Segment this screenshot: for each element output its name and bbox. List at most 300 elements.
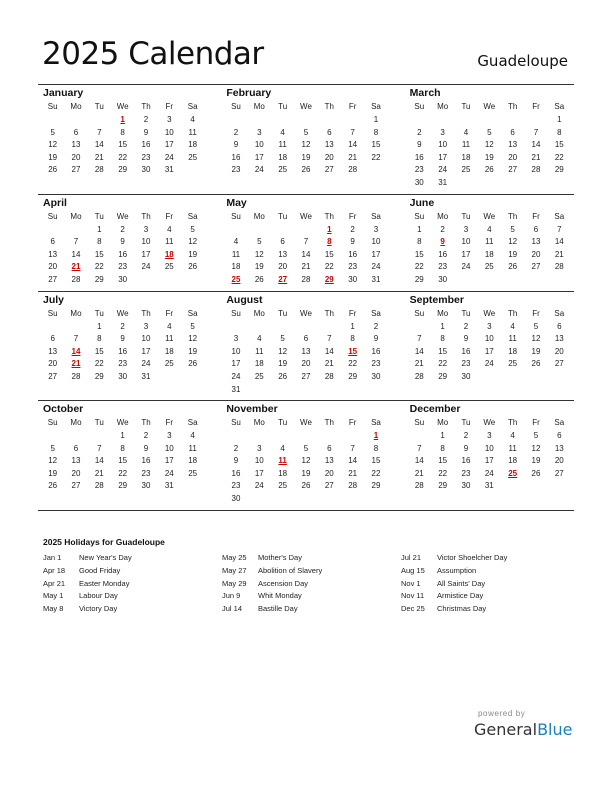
day-cell: 22 bbox=[371, 468, 381, 478]
holiday-name: All Saints' Day bbox=[437, 578, 486, 588]
day-grid bbox=[41, 430, 204, 493]
day-cell: 30 bbox=[461, 371, 471, 381]
day-cell: 4 bbox=[280, 443, 285, 453]
powered-by-text: powered by bbox=[478, 709, 526, 718]
holiday-date: May 8 bbox=[43, 604, 64, 614]
day-cell: 9 bbox=[233, 456, 239, 466]
day-cell: 24 bbox=[254, 165, 264, 175]
month-february bbox=[221, 85, 390, 194]
day-cell: 15 bbox=[118, 140, 128, 150]
weekday-label: Sa bbox=[554, 308, 565, 318]
empty-cell bbox=[224, 224, 247, 237]
month-july bbox=[38, 292, 207, 401]
day-cell: 11 bbox=[165, 334, 174, 344]
day-cell: 27 bbox=[324, 481, 334, 491]
day-cell: 8 bbox=[440, 334, 445, 344]
month-row bbox=[38, 84, 574, 194]
calendar-grid bbox=[38, 84, 574, 511]
empty-cell bbox=[64, 430, 87, 443]
weekday-label: Sa bbox=[554, 102, 565, 111]
day-cell: 24 bbox=[371, 262, 381, 272]
month-name: July bbox=[43, 293, 65, 306]
day-cell: 16 bbox=[231, 152, 241, 162]
day-cell: 13 bbox=[531, 237, 541, 247]
day-cell: 14 bbox=[301, 249, 311, 259]
day-cell: 26 bbox=[278, 371, 288, 381]
day-cell: 22 bbox=[554, 152, 564, 162]
day-cell: 19 bbox=[484, 152, 494, 162]
day-cell: 2 bbox=[463, 431, 469, 441]
holiday-name: Armistice Day bbox=[437, 591, 484, 601]
day-cell: 10 bbox=[141, 237, 151, 247]
day-cell: 30 bbox=[141, 165, 151, 175]
holiday-name: Christmas Day bbox=[437, 604, 487, 614]
weekday-label: Su bbox=[47, 211, 58, 221]
day-cell: 1 bbox=[373, 115, 379, 124]
holiday-item bbox=[401, 590, 507, 603]
weekday-header bbox=[224, 210, 387, 224]
weekday-label: Tu bbox=[278, 102, 288, 111]
day-cell: 15 bbox=[438, 456, 448, 466]
holiday-item bbox=[222, 565, 322, 578]
day-cell: 10 bbox=[141, 334, 151, 344]
day-cell: 5 bbox=[510, 224, 515, 234]
day-cell: 6 bbox=[327, 127, 332, 137]
day-cell: 26 bbox=[301, 165, 311, 175]
day-cell: 28 bbox=[414, 481, 424, 491]
day-cell: 8 bbox=[97, 237, 102, 247]
day-cell: 28 bbox=[71, 371, 81, 381]
day-cell: 12 bbox=[508, 237, 518, 247]
day-cell: 20 bbox=[301, 359, 311, 369]
day-cell: 21 bbox=[348, 468, 358, 478]
holiday-item bbox=[43, 552, 132, 565]
day-cell: 1 bbox=[440, 431, 445, 441]
empty-cell bbox=[41, 114, 64, 127]
day-cell: 27 bbox=[71, 481, 81, 491]
empty-cell bbox=[248, 430, 271, 443]
day-cell: 22 bbox=[438, 468, 448, 478]
day-cell: 16 bbox=[461, 346, 471, 356]
day-cell: 22 bbox=[414, 262, 424, 272]
day-cell: 7 bbox=[533, 127, 539, 137]
empty-cell bbox=[64, 224, 87, 237]
day-cell: 8 bbox=[97, 334, 102, 344]
day-cell: 11 bbox=[508, 443, 517, 453]
day-cell: 6 bbox=[73, 443, 79, 453]
day-cell: 2 bbox=[350, 224, 355, 234]
day-cell: 25 bbox=[278, 481, 288, 491]
weekday-label: Sa bbox=[187, 418, 198, 428]
weekday-label: Mo bbox=[437, 211, 449, 221]
day-cell: 22 bbox=[371, 152, 381, 162]
page-title: 2025 Calendar bbox=[42, 36, 264, 72]
holiday-day: 25 bbox=[508, 468, 518, 478]
month-row bbox=[38, 400, 574, 511]
day-cell: 19 bbox=[531, 456, 541, 466]
holiday-name: Abolition of Slavery bbox=[258, 565, 323, 575]
day-cell: 3 bbox=[373, 224, 379, 234]
holiday-day: 29 bbox=[324, 274, 334, 284]
empty-cell bbox=[271, 224, 294, 237]
day-cell: 23 bbox=[461, 468, 471, 478]
day-cell: 30 bbox=[371, 371, 381, 381]
weekday-label: Th bbox=[141, 308, 151, 318]
day-cell: 14 bbox=[71, 249, 81, 259]
day-cell: 18 bbox=[254, 359, 264, 369]
day-cell: 19 bbox=[301, 152, 311, 162]
weekday-label: Fr bbox=[165, 211, 174, 221]
day-cell: 16 bbox=[141, 140, 151, 150]
day-cell: 21 bbox=[414, 468, 424, 478]
day-cell: 19 bbox=[254, 262, 264, 272]
day-cell: 12 bbox=[531, 334, 541, 344]
day-cell: 12 bbox=[278, 346, 288, 356]
day-grid bbox=[41, 321, 204, 384]
day-cell: 11 bbox=[255, 346, 264, 356]
day-cell: 23 bbox=[438, 262, 448, 272]
weekday-label: Su bbox=[414, 102, 425, 111]
day-cell: 29 bbox=[414, 274, 424, 284]
day-cell: 18 bbox=[461, 152, 471, 162]
day-cell: 12 bbox=[301, 456, 311, 466]
weekday-label: Sa bbox=[554, 211, 565, 221]
weekday-label: Mo bbox=[437, 102, 449, 111]
day-cell: 7 bbox=[417, 334, 422, 344]
holiday-item bbox=[401, 552, 507, 565]
day-cell: 22 bbox=[94, 262, 104, 272]
weekday-label: We bbox=[300, 211, 312, 221]
day-cell: 12 bbox=[254, 249, 264, 259]
day-cell: 25 bbox=[484, 262, 494, 272]
day-cell: 11 bbox=[485, 237, 494, 247]
day-cell: 21 bbox=[324, 359, 334, 369]
month-name: February bbox=[226, 87, 272, 99]
day-cell: 28 bbox=[414, 371, 424, 381]
empty-cell bbox=[224, 114, 247, 127]
day-cell: 20 bbox=[324, 152, 334, 162]
empty-cell bbox=[294, 321, 317, 334]
day-cell: 2 bbox=[120, 224, 125, 234]
month-august bbox=[221, 292, 390, 401]
day-cell: 14 bbox=[94, 456, 104, 466]
day-cell: 10 bbox=[484, 443, 494, 453]
day-cell: 8 bbox=[373, 127, 379, 137]
weekday-label: We bbox=[116, 102, 129, 111]
empty-cell bbox=[318, 321, 341, 334]
day-grid bbox=[224, 114, 387, 177]
day-cell: 2 bbox=[120, 321, 125, 331]
day-cell: 20 bbox=[324, 468, 334, 478]
day-cell: 12 bbox=[48, 456, 58, 466]
weekday-label: Tu bbox=[278, 211, 288, 221]
weekday-label: Su bbox=[414, 418, 425, 428]
day-cell: 27 bbox=[48, 274, 58, 284]
day-cell: 26 bbox=[48, 165, 58, 175]
weekday-label: Mo bbox=[253, 418, 265, 428]
day-cell: 29 bbox=[371, 481, 381, 491]
weekday-header bbox=[408, 416, 571, 430]
empty-cell bbox=[248, 224, 271, 237]
weekday-label: Th bbox=[507, 308, 518, 318]
day-cell: 7 bbox=[417, 443, 422, 453]
day-cell: 25 bbox=[508, 359, 518, 369]
day-cell: 16 bbox=[118, 346, 128, 356]
empty-cell bbox=[431, 114, 454, 127]
month-december bbox=[405, 401, 574, 510]
day-cell: 6 bbox=[50, 334, 55, 344]
weekday-label: Th bbox=[324, 211, 334, 221]
day-cell: 12 bbox=[48, 140, 58, 150]
day-cell: 2 bbox=[373, 321, 379, 331]
day-cell: 14 bbox=[324, 346, 334, 356]
month-november bbox=[221, 401, 390, 510]
day-cell: 28 bbox=[348, 165, 358, 175]
holiday-date: Aug 15 bbox=[401, 565, 425, 575]
empty-cell bbox=[454, 114, 477, 127]
day-cell: 30 bbox=[414, 177, 424, 187]
empty-cell bbox=[64, 321, 87, 334]
day-cell: 10 bbox=[438, 140, 448, 150]
month-name: November bbox=[226, 403, 278, 416]
day-cell: 23 bbox=[231, 481, 241, 491]
brand-general: General bbox=[474, 720, 538, 739]
day-cell: 14 bbox=[348, 140, 358, 150]
weekday-label: Mo bbox=[70, 211, 82, 221]
day-cell: 20 bbox=[48, 359, 58, 369]
holiday-date: Apr 21 bbox=[43, 578, 66, 588]
month-september bbox=[405, 292, 574, 401]
day-cell: 2 bbox=[440, 224, 445, 234]
holiday-day: 11 bbox=[278, 456, 287, 466]
day-cell: 21 bbox=[414, 359, 424, 369]
day-cell: 7 bbox=[303, 237, 309, 247]
holiday-name: New Year's Day bbox=[79, 553, 132, 562]
day-cell: 16 bbox=[461, 456, 471, 466]
weekday-label: Sa bbox=[371, 211, 381, 221]
empty-cell bbox=[271, 430, 294, 443]
empty-cell bbox=[501, 114, 524, 127]
day-cell: 6 bbox=[50, 237, 55, 247]
weekday-header bbox=[224, 416, 387, 430]
day-cell: 30 bbox=[141, 481, 151, 491]
month-row bbox=[38, 291, 574, 401]
empty-cell bbox=[524, 114, 547, 127]
holiday-name: Easter Monday bbox=[79, 578, 130, 588]
day-cell: 12 bbox=[188, 334, 198, 344]
day-cell: 2 bbox=[417, 127, 422, 137]
day-cell: 24 bbox=[141, 359, 151, 369]
day-cell: 13 bbox=[48, 249, 58, 259]
day-cell: 5 bbox=[533, 321, 539, 331]
day-cell: 5 bbox=[303, 443, 309, 453]
weekday-header bbox=[41, 416, 204, 430]
day-cell: 19 bbox=[531, 346, 541, 356]
weekday-header bbox=[41, 307, 204, 321]
day-cell: 4 bbox=[463, 127, 469, 137]
day-cell: 18 bbox=[164, 346, 174, 356]
generalblue-logo bbox=[474, 720, 572, 739]
empty-cell bbox=[224, 430, 247, 443]
day-cell: 14 bbox=[414, 456, 424, 466]
day-cell: 15 bbox=[94, 346, 104, 356]
day-cell: 11 bbox=[188, 443, 197, 453]
day-cell: 5 bbox=[257, 237, 262, 247]
weekday-label: Tu bbox=[278, 308, 288, 318]
day-cell: 26 bbox=[531, 468, 541, 478]
day-cell: 31 bbox=[141, 371, 151, 381]
day-cell: 17 bbox=[141, 346, 151, 356]
day-cell: 12 bbox=[301, 140, 311, 150]
day-cell: 21 bbox=[94, 152, 104, 162]
holiday-name: Victor Shoelcher Day bbox=[437, 553, 508, 562]
day-cell: 7 bbox=[350, 443, 355, 453]
day-cell: 21 bbox=[554, 249, 564, 259]
day-cell: 16 bbox=[231, 468, 241, 478]
day-cell: 14 bbox=[414, 346, 424, 356]
holiday-item bbox=[222, 590, 322, 603]
day-cell: 26 bbox=[531, 359, 541, 369]
day-cell: 26 bbox=[484, 165, 494, 175]
month-january bbox=[38, 85, 207, 194]
day-cell: 21 bbox=[348, 152, 358, 162]
weekday-header bbox=[224, 100, 387, 114]
day-cell: 12 bbox=[531, 443, 541, 453]
holiday-item bbox=[43, 603, 132, 616]
month-name: October bbox=[43, 403, 84, 416]
day-cell: 18 bbox=[188, 140, 198, 150]
holiday-name: Assumption bbox=[437, 565, 477, 575]
day-cell: 7 bbox=[327, 334, 332, 344]
day-cell: 15 bbox=[554, 140, 564, 150]
weekday-label: Tu bbox=[461, 418, 471, 428]
day-cell: 4 bbox=[487, 224, 492, 234]
weekday-label: Mo bbox=[70, 102, 82, 111]
day-cell: 26 bbox=[48, 481, 58, 491]
month-name: August bbox=[226, 293, 263, 306]
empty-cell bbox=[478, 114, 501, 127]
empty-cell bbox=[41, 224, 64, 237]
day-cell: 4 bbox=[190, 431, 195, 441]
day-grid bbox=[408, 114, 571, 190]
day-cell: 1 bbox=[417, 224, 422, 234]
day-cell: 25 bbox=[188, 468, 198, 478]
empty-cell bbox=[318, 430, 341, 443]
day-cell: 6 bbox=[327, 443, 332, 453]
day-cell: 16 bbox=[371, 346, 381, 356]
day-cell: 13 bbox=[554, 443, 564, 453]
day-cell: 21 bbox=[531, 152, 541, 162]
day-cell: 3 bbox=[257, 127, 262, 137]
day-cell: 11 bbox=[188, 127, 197, 137]
weekday-label: Tu bbox=[461, 102, 471, 111]
day-cell: 7 bbox=[73, 237, 79, 247]
holiday-name: Ascension Day bbox=[258, 578, 309, 588]
day-cell: 5 bbox=[190, 224, 195, 234]
day-cell: 18 bbox=[278, 152, 288, 162]
day-grid bbox=[408, 430, 571, 493]
day-cell: 9 bbox=[143, 127, 149, 137]
weekday-label: Fr bbox=[532, 308, 540, 318]
holiday-item bbox=[401, 565, 507, 578]
weekday-label: Th bbox=[141, 211, 151, 221]
day-cell: 16 bbox=[348, 249, 358, 259]
month-name: April bbox=[43, 196, 67, 209]
weekday-label: Th bbox=[141, 102, 151, 111]
month-march bbox=[405, 85, 574, 194]
day-cell: 22 bbox=[348, 359, 358, 369]
day-grid bbox=[224, 224, 387, 287]
holiday-date: Nov 11 bbox=[401, 591, 425, 601]
weekday-label: We bbox=[300, 102, 312, 111]
day-cell: 17 bbox=[371, 249, 381, 259]
day-cell: 15 bbox=[94, 249, 104, 259]
month-october bbox=[38, 401, 207, 510]
brand-blue: Blue bbox=[537, 720, 573, 739]
day-cell: 15 bbox=[324, 249, 334, 259]
weekday-label: Fr bbox=[165, 308, 174, 318]
day-cell: 7 bbox=[97, 127, 102, 137]
holiday-day: 9 bbox=[440, 237, 445, 247]
weekday-label: Fr bbox=[348, 102, 357, 111]
empty-cell bbox=[408, 321, 431, 334]
holiday-date: Jan 1 bbox=[43, 553, 62, 562]
weekday-header bbox=[224, 307, 387, 321]
holiday-name: Victory Day bbox=[79, 604, 118, 614]
weekday-label: Mo bbox=[253, 102, 265, 111]
day-cell: 4 bbox=[190, 115, 195, 124]
weekday-label: We bbox=[483, 308, 496, 318]
day-cell: 22 bbox=[118, 152, 128, 162]
day-cell: 17 bbox=[164, 140, 174, 150]
empty-cell bbox=[248, 321, 271, 334]
day-cell: 16 bbox=[414, 152, 424, 162]
day-cell: 28 bbox=[348, 481, 358, 491]
month-name: January bbox=[43, 87, 84, 99]
day-cell: 30 bbox=[348, 274, 358, 284]
day-cell: 15 bbox=[371, 456, 381, 466]
day-cell: 27 bbox=[508, 165, 518, 175]
day-cell: 29 bbox=[438, 481, 448, 491]
empty-cell bbox=[318, 114, 341, 127]
weekday-label: Fr bbox=[348, 418, 357, 428]
day-cell: 22 bbox=[94, 359, 104, 369]
day-cell: 3 bbox=[257, 443, 262, 453]
empty-cell bbox=[271, 114, 294, 127]
day-cell: 27 bbox=[324, 165, 334, 175]
day-cell: 18 bbox=[188, 456, 198, 466]
holiday-day: 15 bbox=[348, 346, 358, 356]
day-cell: 8 bbox=[120, 443, 125, 453]
day-cell: 19 bbox=[278, 359, 288, 369]
day-cell: 22 bbox=[118, 468, 128, 478]
month-may bbox=[221, 195, 390, 291]
day-cell: 26 bbox=[254, 274, 264, 284]
day-cell: 13 bbox=[554, 334, 564, 344]
day-cell: 15 bbox=[118, 456, 128, 466]
day-grid bbox=[408, 224, 571, 287]
month-name: June bbox=[409, 196, 435, 209]
day-cell: 31 bbox=[484, 481, 494, 491]
day-cell: 27 bbox=[71, 165, 81, 175]
day-cell: 29 bbox=[94, 371, 104, 381]
day-cell: 13 bbox=[324, 456, 334, 466]
month-april bbox=[38, 195, 207, 291]
day-cell: 14 bbox=[348, 456, 358, 466]
day-cell: 27 bbox=[301, 371, 311, 381]
holiday-column-3 bbox=[401, 552, 507, 616]
empty-cell bbox=[294, 430, 317, 443]
